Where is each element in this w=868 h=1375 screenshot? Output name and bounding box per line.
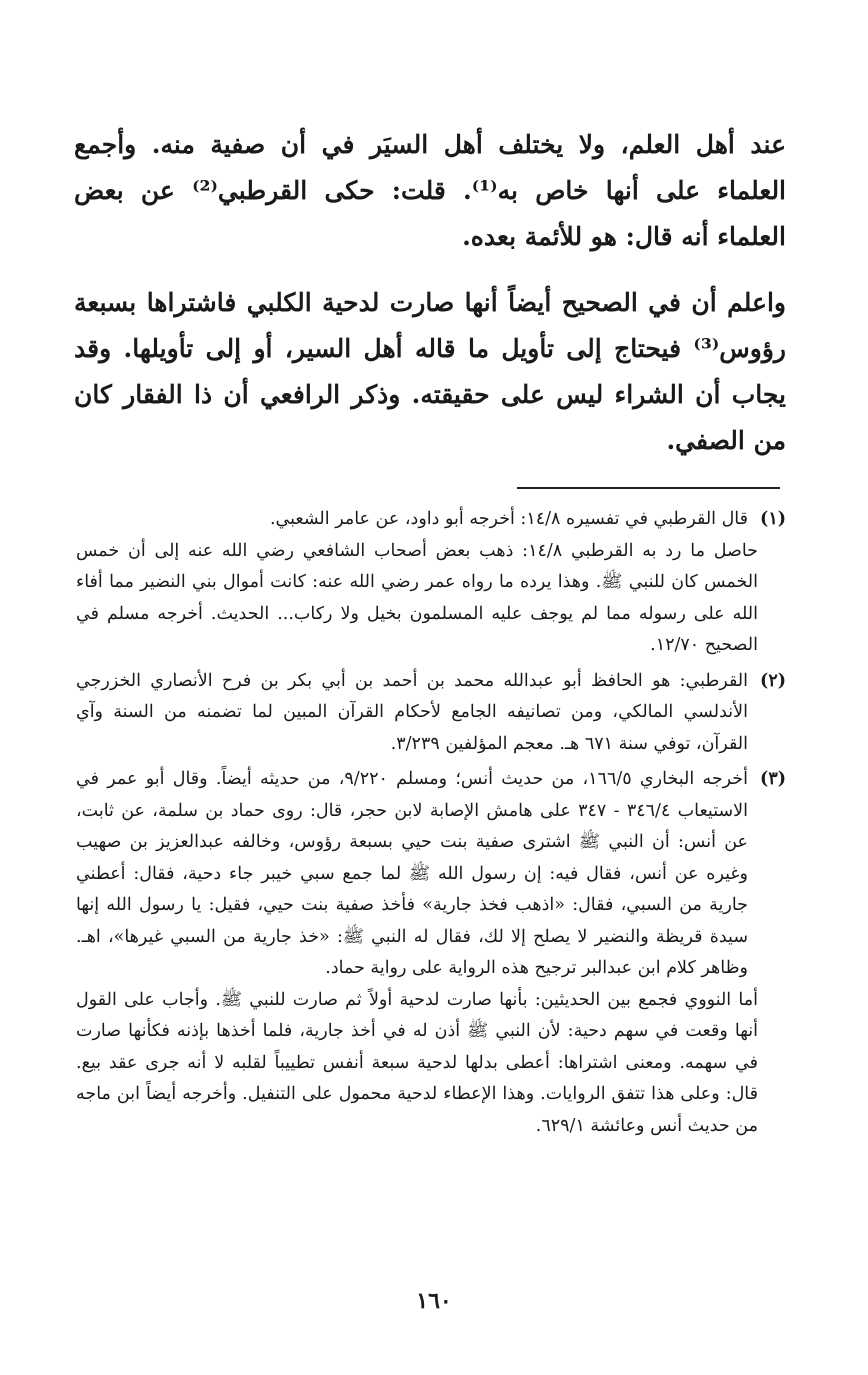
footnote-3 <box>76 764 786 1142</box>
footnote-separator <box>517 487 780 489</box>
footnotes <box>76 504 786 1146</box>
footnote-text: أخرجه البخاري ١٦٦/٥، من حديث أنس؛ ومسلم ٩/٢٢٠، من حديثه أيضاً. وقال أبو عمر في الاستيعاب ٣٤٦/٤ - ٣٤٧ على هامش الإصابة لابن حجر، قال: روى حماد بن سلمة، عن ثابت، عن أنس: أن النبي ﷺ اشترى صفية بنت حيي بسبعة رؤوس، وخالفه عبدالعزيز بن صهيب وغيره عن أنس، فقال فيه: إن رسول الله ﷺ لما جمع سبي خيبر جاء دحية، فقال: أعطني جارية من السبي، فقال: «اذهب فخذ جارية» فأخذ صفية بنت حيي، فقيل: يا رسول الله إنها سيدة قريظة والنضير لا يصلح إلا لك، فقال له النبي ﷺ: «خذ جارية من السبي غيرها»، اهـ. وظاهر كلام ابن عبدالبر ترجيح هذه الرواية على رواية حماد. <box>76 769 748 978</box>
footnote-number: (١) <box>760 509 786 529</box>
footnote-text: قال القرطبي في تفسيره ١٤/٨: أخرجه أبو داود، عن عامر الشعبي. <box>269 509 748 529</box>
footnote-2 <box>76 666 786 761</box>
footnote-text: أما النووي فجمع بين الحديثين: بأنها صارت لدحية أولاً ثم صارت للنبي ﷺ. وأجاب على القول أنها وقعت في سهم دحية: لأن النبي ﷺ أذن له في أخذ جارية، فلما أخذها بإذنه فكأنها صارت في سهمه. ومعنى اشتراها: أعطى بدلها لدحية سبعة أنفس تطييباً لقلبه لا أنه جرى عقد بيع. قال: وعلى هذا تتفق الروايات. وهذا الإعطاء لدحية محمول على التنفيل. وأخرجه أيضاً ابن ماجه من حديث أنس وعائشة ٦٢٩/١. <box>76 989 758 1136</box>
footnote-number: (٢) <box>760 670 786 691</box>
main-paragraph-2: واعلم أن في الصحيح أيضاً أنها صارت لدحية الكلبي فاشتراها بسبعة رؤوس⁽³⁾ فيحتاج إلى تأويل ما قاله أهل السير، أو إلى تأويلها. وقد يجاب أن الشراء ليس على حقيقته. وذكر الرافعي أن ذا الفقار كان من الصفي. <box>74 288 786 455</box>
footnote-number: (٣) <box>760 769 786 789</box>
footnote-text: حاصل ما رد به القرطبي ١٤/٨: ذهب بعض أصحاب الشافعي رضي الله عنه إلى أن خمس الخمس كان للنبي ﷺ. وهذا يرده ما رواه عمر رضي الله عنه: كانت أموال بني النضير مما أفاء الله على رسوله مما لم يوجف عليه المسلمون بخيل ولا ركاب... الحديث. أخرجه مسلم في الصحيح ١٢/٧٠. <box>76 540 759 655</box>
footnote-1 <box>76 504 786 662</box>
footnote-text: القرطبي: هو الحافظ أبو عبدالله محمد بن أحمد بن أبي بكر بن فرح الأنصاري الخزرجي الأندلسي المالكي، ومن تصانيفه الجامع لأحكام القرآن المبين لما تضمنه من السنة وآي القرآن، توفي سنة ٦٧١ هـ. معجم المؤلفين ٣/٢٣٩. <box>76 670 748 754</box>
main-paragraph-1: عند أهل العلم، ولا يختلف أهل السيَر في أن صفية منه. وأجمع العلماء على أنها خاص به⁽¹⁾. قلت: حكى القرطبي⁽²⁾ عن بعض العلماء أنه قال: هو للأئمة بعده. <box>74 130 787 251</box>
page-number: ١٦٠ <box>416 1288 452 1314</box>
